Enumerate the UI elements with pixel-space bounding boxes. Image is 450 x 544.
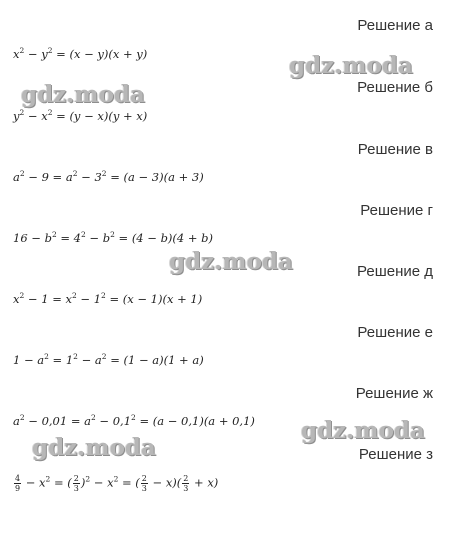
solution-heading-v: Решение в [357,141,433,158]
watermark: gdz.moda [301,417,425,444]
solution-heading-a: Решение а [357,17,433,34]
formula-b: $y^2 - x^2 = (y - x)(y + x)$ [13,108,148,123]
solution-heading-zh: Решение ж [355,385,433,402]
solution-heading-g: Решение г [360,202,433,219]
formula-e: $1 - a^2 = 1^2 - a^2 = (1 - a)(1 + a)$ [13,352,204,367]
solution-heading-d: Решение д [357,263,433,280]
watermark: gdz.moda [32,434,156,461]
formula-d: $x^2 - 1 = x^2 - 1^2 = (x - 1)(x + 1)$ [13,291,203,306]
solution-heading-e: Решение е [357,324,433,341]
watermark: gdz.moda [289,52,413,79]
formula-a: $x^2 - y^2 = (x - y)(x + y)$ [13,46,148,61]
solution-heading-z: Решение з [358,446,433,463]
formula-z: $\frac{4}{9}$ − $x^2$ = ( $\frac{2}{3}$ )$^2 - x^2$ = ( $\frac{2}{3}$ − x)( $\frac{2}{3}$ + x) [15,474,219,493]
watermark: gdz.moda [21,81,145,108]
watermark: gdz.moda [169,248,293,275]
formula-v: $a^2 - 9 = a^2 - 3^2 = (a - 3)(a + 3)$ [13,169,204,184]
solution-heading-b: Решение б [357,79,433,96]
formula-zh: $a^2 - 0,01 = a^2 - 0,1^2 = (a - 0,1)(a + 0,1)$ [13,413,255,428]
formula-g: $16 - b^2 = 4^2 - b^2 = (4 - b)(4 + b)$ [13,230,214,245]
